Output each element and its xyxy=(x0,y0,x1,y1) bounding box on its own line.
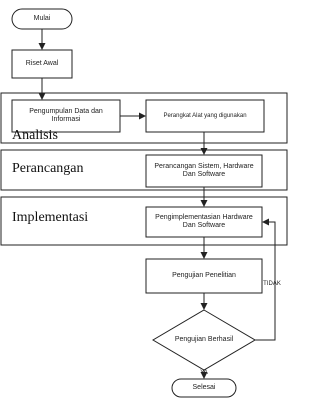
phase-label-analisis: Analisis xyxy=(12,128,58,143)
edge-label-yes: YA xyxy=(200,369,208,376)
phase-label-perancangan: Perancangan xyxy=(12,161,84,176)
pengimplementasian-label: Pengimplementasian Hardware Dan Software xyxy=(155,213,253,229)
end-label: Selesai xyxy=(192,383,216,391)
perancangan-sistem-label: Perancangan Sistem, Hardware Dan Software xyxy=(154,162,254,178)
pengumpulan-label: Pengumpulan Data dan Informasi xyxy=(29,107,103,123)
phase-label-implementasi: Implementasi xyxy=(12,210,89,225)
edge-label-no: TIDAK xyxy=(263,280,281,287)
decision-label: Pengujian Berhasil xyxy=(174,335,234,343)
pengujian-label: Pengujian Penelitian xyxy=(172,271,236,279)
perangkat-label: Perangkat Alat yang digunakan xyxy=(163,112,247,119)
start-label: Mulai xyxy=(33,14,51,22)
riset-label: Riset Awal xyxy=(25,59,59,67)
